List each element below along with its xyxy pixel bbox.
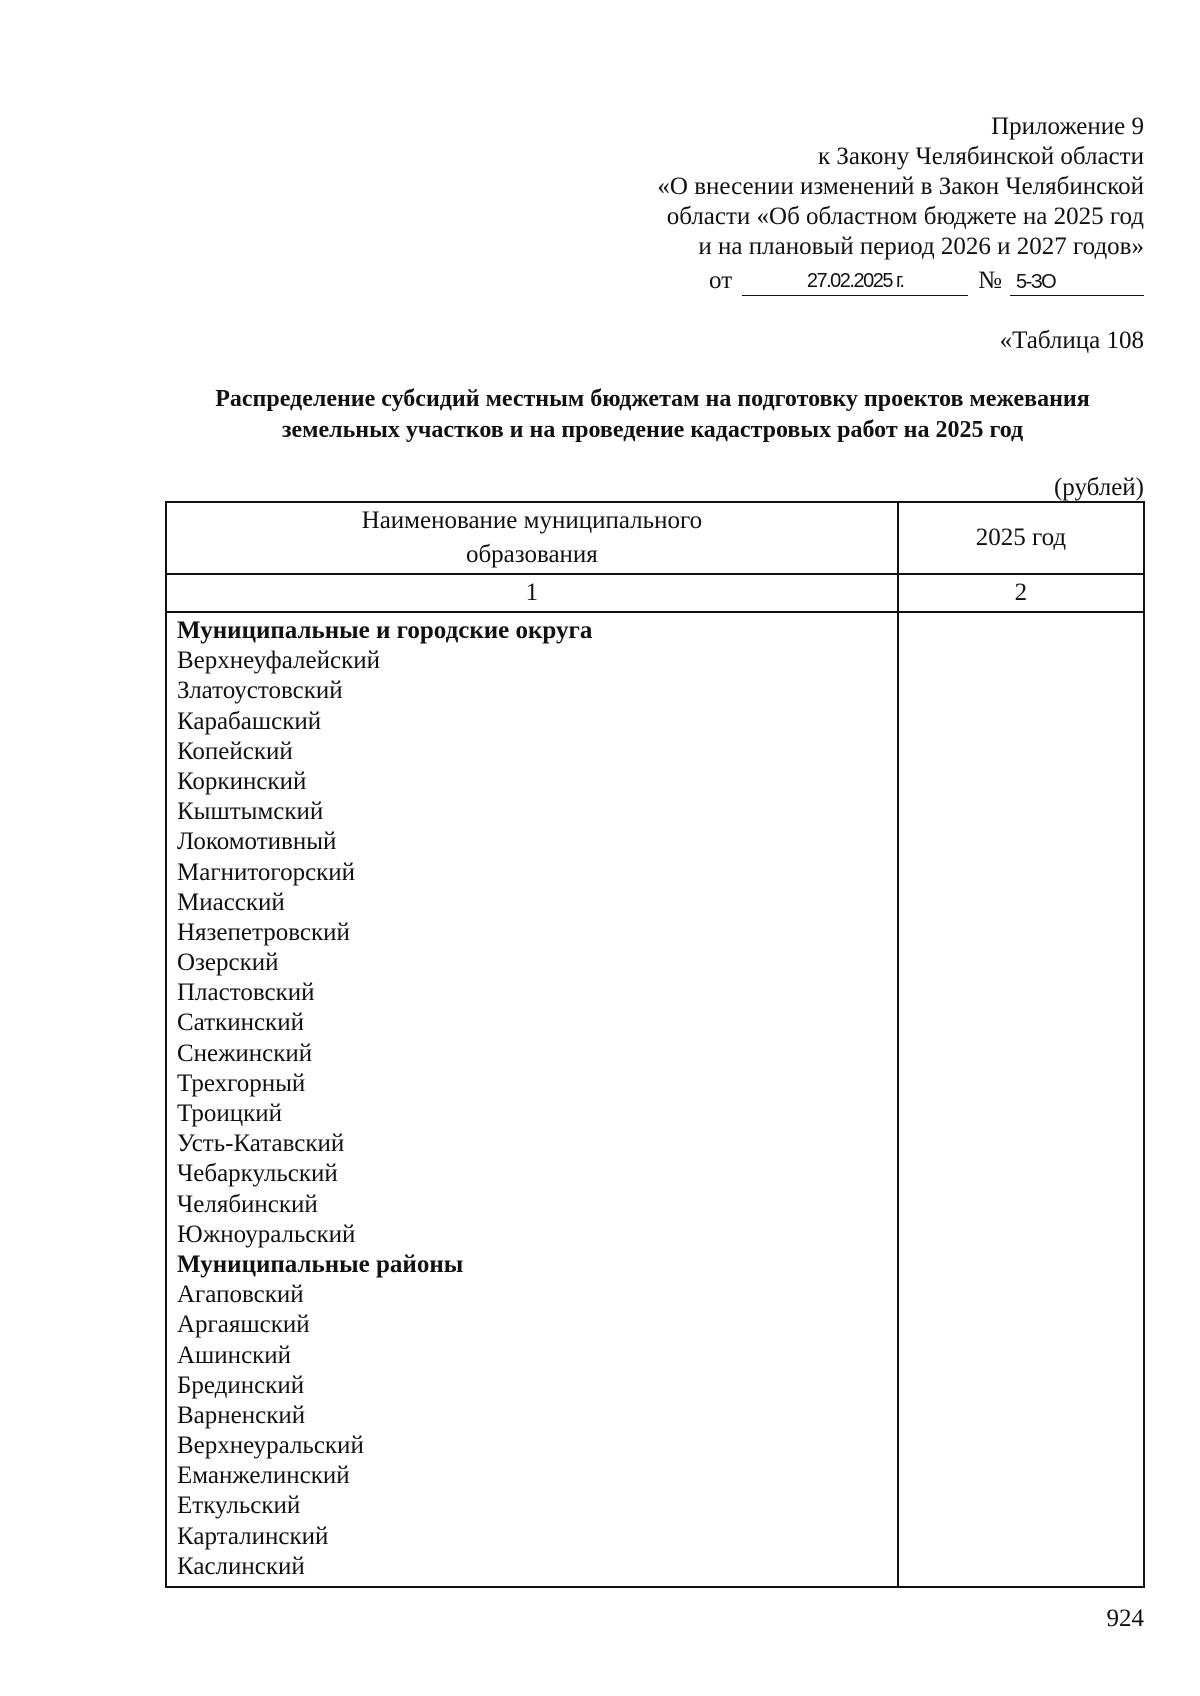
subsidy-table: [165, 501, 1145, 1588]
municipality-row: Нязепетровский: [177, 918, 350, 946]
municipality-row: Трехгорный: [177, 1069, 306, 1097]
municipality-row: Локомотивный: [177, 828, 337, 856]
document-title: Распределение субсидий местным бюджетам на подготовку проектов межевания земельных участков и на проведение кадастровых работ на 2025 год: [215, 386, 1090, 443]
municipality-row: Чебаркульский: [177, 1160, 338, 1188]
date-prefix: от: [709, 267, 733, 294]
municipality-row: Еткульский: [177, 1492, 301, 1520]
header-line: «О внесении изменений в Закон Челябинской: [657, 173, 1144, 200]
municipality-row: Каслинский: [177, 1552, 305, 1580]
municipality-list: [177, 616, 897, 1582]
municipality-row: Коркинский: [177, 767, 307, 795]
municipality-row: Усть-Катавский: [177, 1130, 345, 1158]
municipality-row: Ашинский: [177, 1341, 292, 1369]
municipality-row: Озерский: [177, 949, 279, 977]
municipality-row: Саткинский: [177, 1009, 304, 1037]
amount-cell: [898, 612, 1144, 1587]
municipality-row: Снежинский: [177, 1039, 313, 1067]
header-line: и на плановый период 2026 и 2027 годов»: [698, 233, 1144, 260]
municipality-row: Варненский: [177, 1401, 306, 1429]
number-value: 5-ЗО: [1010, 270, 1144, 296]
table-label: «Таблица 108: [999, 327, 1144, 354]
municipality-row: Копейский: [177, 737, 293, 765]
column-header-name: [166, 502, 898, 574]
municipality-row: Агаповский: [177, 1281, 304, 1309]
municipality-row: Кыштымский: [177, 798, 324, 826]
header-line: области «Об областном бюджете на 2025 год: [666, 203, 1144, 230]
law-date-number: [709, 266, 1144, 296]
municipality-row: Верхнеуральский: [177, 1432, 364, 1460]
page-number: 924: [1106, 1605, 1144, 1632]
column-number-2: 2: [898, 574, 1144, 612]
municipality-list-cell: [166, 612, 898, 1587]
municipality-row: Верхнеуфалейский: [177, 647, 380, 675]
header-line: Приложение 9: [991, 113, 1144, 140]
municipality-row: Карталинский: [177, 1522, 329, 1550]
column-number-1: 1: [166, 574, 898, 612]
municipality-row: Аргаяшский: [177, 1311, 310, 1339]
column-header-name-text: Наименование муниципального образования: [361, 507, 703, 568]
municipality-row: Еманжелинский: [177, 1462, 350, 1490]
municipality-row: Троицкий: [177, 1100, 282, 1127]
appendix-header: [657, 112, 1144, 262]
municipality-row: Карабашский: [177, 707, 322, 735]
municipality-row: Магнитогорский: [177, 858, 356, 886]
municipality-row: Южноуральский: [177, 1220, 356, 1248]
date-value: 27.02.2025 г.: [742, 269, 968, 296]
units-label: (рублей): [1053, 474, 1144, 501]
column-header-year: 2025 год: [898, 502, 1144, 574]
municipality-row: Пластовский: [177, 979, 315, 1007]
table-body-row: [166, 612, 1144, 1587]
column-number-row: [166, 574, 1144, 612]
municipality-row: Златоустовский: [177, 677, 343, 705]
header-line: к Закону Челябинской области: [818, 143, 1144, 170]
section-heading-row: Муниципальные районы: [177, 1250, 464, 1278]
section-heading-row: Муниципальные и городские округа: [177, 617, 593, 644]
municipality-row: Брединский: [177, 1371, 305, 1399]
number-prefix: №: [978, 267, 1002, 294]
municipality-row: Миасский: [177, 888, 285, 916]
table-header-row: [166, 502, 1144, 574]
municipality-row: Челябинский: [177, 1190, 318, 1218]
